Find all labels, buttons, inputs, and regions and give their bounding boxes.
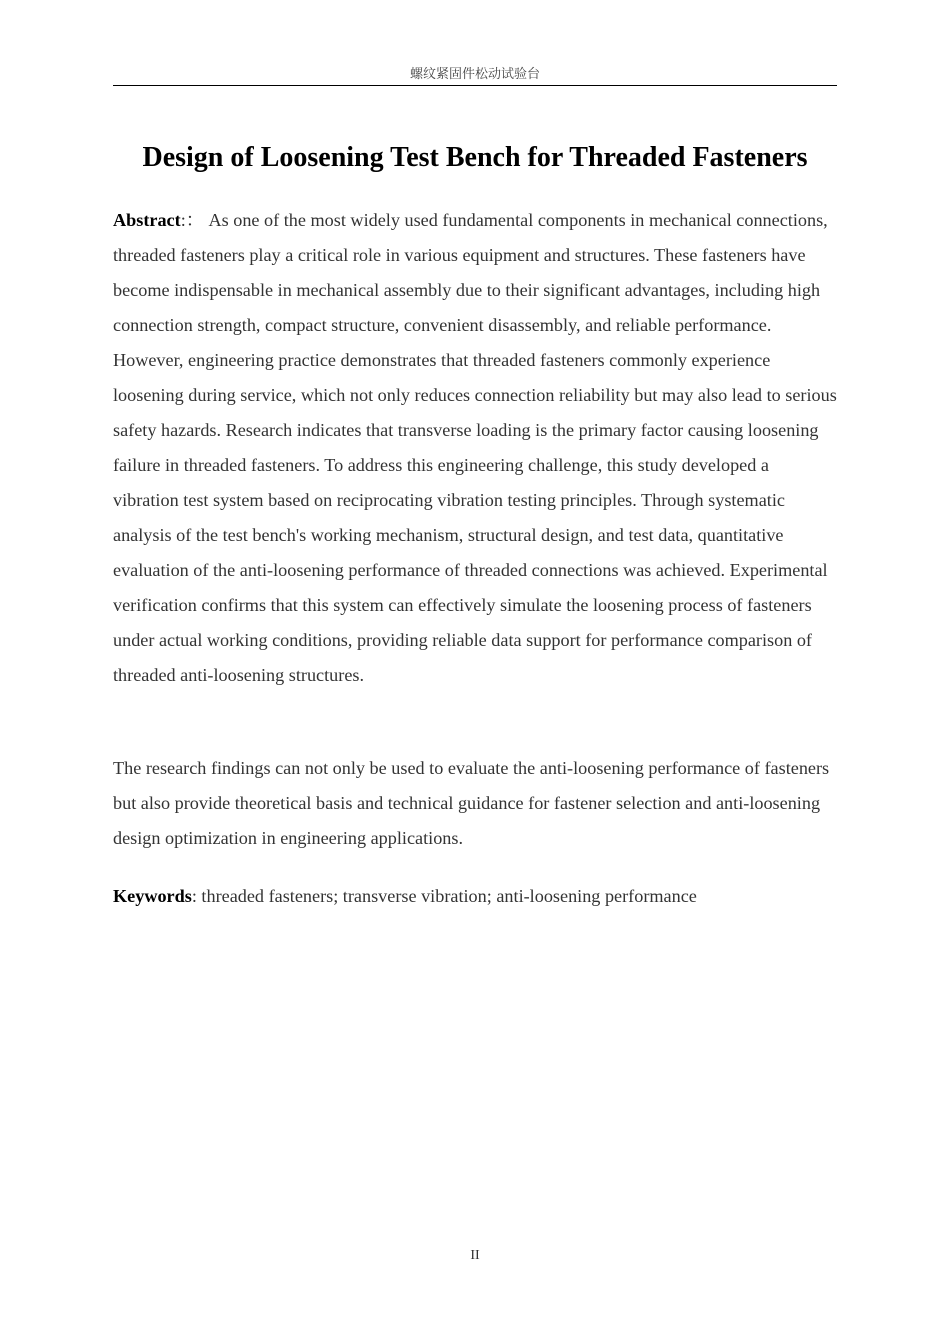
keywords-text: threaded fasteners; transverse vibration; anti-loosening performance	[201, 886, 697, 906]
document-title: Design of Loosening Test Bench for Threaded Fasteners	[142, 142, 808, 173]
page-number: II	[470, 1248, 480, 1263]
abstract-text: As one of the most widely used fundamental components in mechanical connections, threaded fasteners play a critical role in various equipment and structures. These fasteners have become indispensable in mechanical assembly due to their significant advantages, including high connection strength, compact structure, convenient disassembly, and reliable performance. However, engineering practice demonstrates that threaded fasteners commonly experience loosening during service, which not only reduces connection reliability but may also lead to serious safety hazards. Research indicates that transverse loading is the primary factor causing loosening failure in threaded fasteners. To address this engineering challenge, this study developed a vibration test system based on reciprocating vibration testing principles. Through systematic analysis of the test bench's working mechanism, structural design, and test data, quantitative evaluation of the anti-loosening performance of threaded connections was achieved. Experimental verification confirms that this system can effectively simulate the loosening process of fasteners under actual working conditions, providing reliable data support for performance comparison of threaded anti-loosening structures.	[113, 210, 837, 685]
header-divider	[113, 85, 837, 86]
running-header: 螺纹紧固件松动试验台	[409, 67, 540, 82]
abstract-separator: :：	[180, 210, 204, 230]
abstract-label: Abstract	[113, 210, 181, 230]
findings-paragraph: The research findings can not only be used to evaluate the anti-loosening performance of fasteners but also provide theoretical basis and technical guidance for fastener selection and anti-loosening design optimization in engineering applications.	[113, 758, 830, 848]
keywords-separator: :	[191, 886, 202, 906]
abstract-paragraph	[113, 203, 837, 693]
keywords-paragraph	[113, 879, 837, 914]
keywords-label: Keywords	[113, 886, 192, 906]
